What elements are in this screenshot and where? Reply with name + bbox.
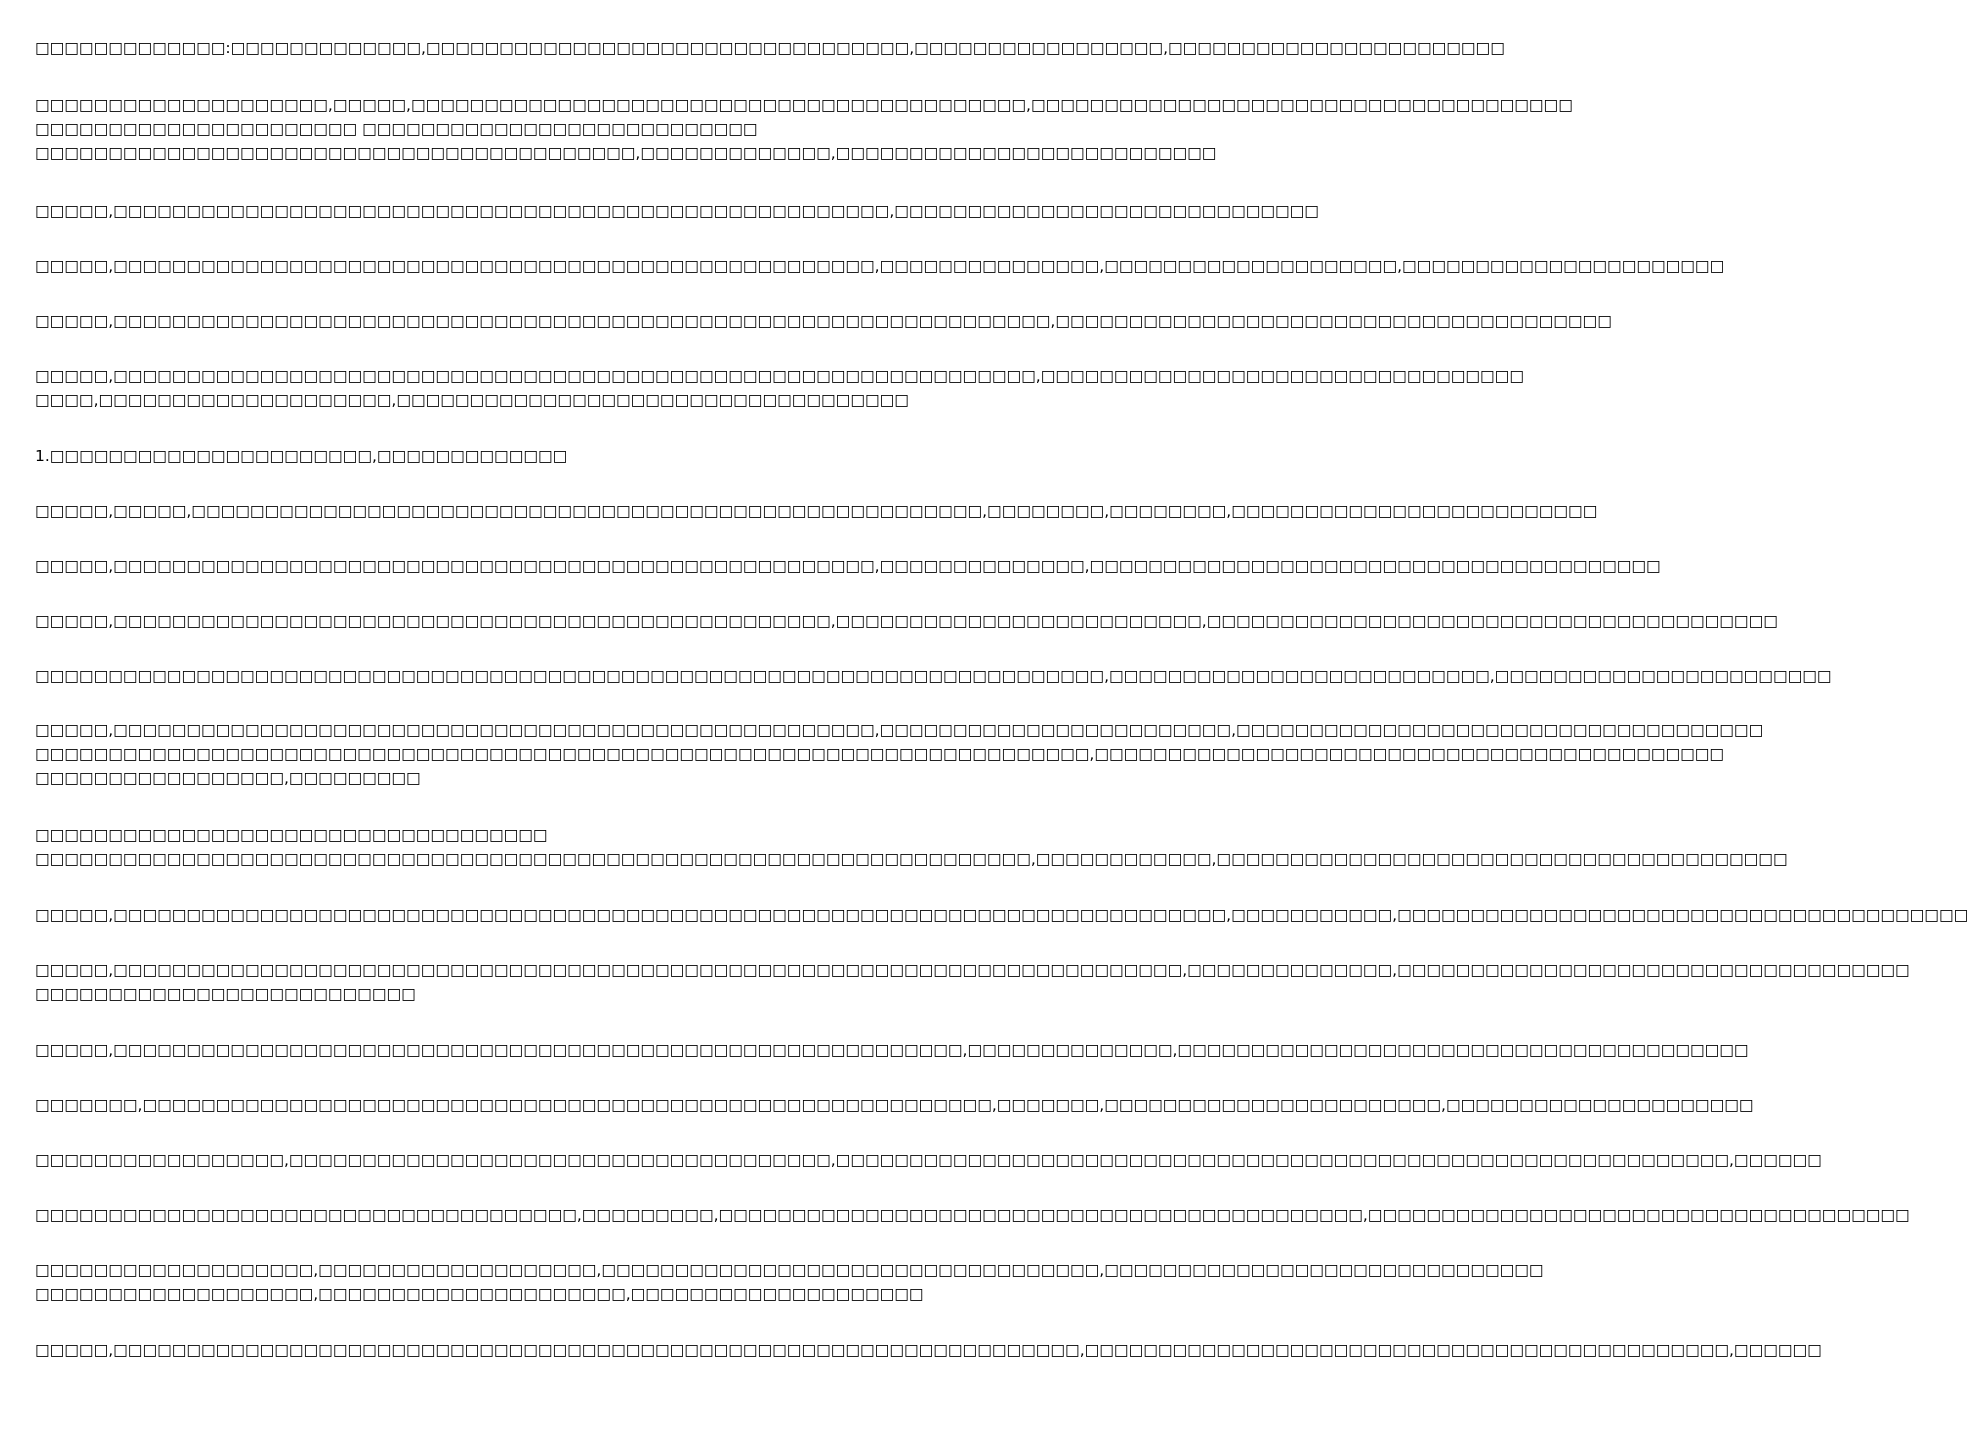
paragraph-5: □□□□□,□□□□□□□□□□□□□□□□□□□□□□□□□□□□□□□□□□□□□□□□□□□□□□□□□□□□□□□□□□□□□□□□,□□□□□□□□□□□□□□□□□□□□□□□□□□□□□□□□□□□□□□ xyxy=(35,312,1612,330)
paragraph-10: □□□□□,□□□□□□□□□□□□□□□□□□□□□□□□□□□□□□□□□□□□□□□□□□□□□□□□□,□□□□□□□□□□□□□□□□□□□□□□□□□,□□□□□□□□□□□□□□□□□□□□□□□□□□□□□□□□□□□□□□□ xyxy=(35,612,1778,630)
paragraph-4: □□□□□,□□□□□□□□□□□□□□□□□□□□□□□□□□□□□□□□□□□□□□□□□□□□□□□□□□□□,□□□□□□□□□□□□□□□,□□□□□□□□□□□□□□□□□□□□,□□□□□□□□□□□□□□□□□□□□□□ xyxy=(35,257,1725,275)
paragraph-14: □□□□□,□□□□□□□□□□□□□□□□□□□□□□□□□□□□□□□□□□□□□□□□□□□□□□□□□□□□□□□□□□□□□□□□□□□□□□□□□□□□,□□□□□□□□□□□,□□□□□□□□□□□□□□□□□□□□□□□□□□□□□□□□□□□□□□□ xyxy=(35,906,1968,924)
paragraph-1: □□□□□□□□□□□□□:□□□□□□□□□□□□□,□□□□□□□□□□□□□□□□□□□□□□□□□□□□□□□□□,□□□□□□□□□□□□□□□□□,□□□□□□□□□□□□□□□□□□□□□□□ xyxy=(35,39,1505,57)
paragraph-11: □□□□□□□□□□□□□□□□□□□□□□□□□□□□□□□□□□□□□□□□□□□□□□□□□□□□□□□□□□□□□□□□□□□□□□□□□,□□□□□□□□□□□□□□□□□□□□□□□□□□,□□□□□□□□□□□□□□□□□□□□□□□ xyxy=(35,667,1832,685)
paragraph-20: □□□□□□□□□□□□□□□□□□□,□□□□□□□□□□□□□□□□□□□,□□□□□□□□□□□□□□□□□□□□□□□□□□□□□□□□□□,□□□□□□□□□□□□□□□□□□□□□□□□□□□□□□ □□□□□□□□□□□□□□□□□□□,□□□□□□□□□□□□□□□□□□□□□,□□□□□□□□□□□□□□□□□□□□ xyxy=(35,1261,1544,1303)
paragraph-13: □□□□□□□□□□□□□□□□□□□□□□□□□□□□□□□□□□□ □□□□□□□□□□□□□□□□□□□□□□□□□□□□□□□□□□□□□□□□□□□□□□□□□□□□□□□□□□□□□□□□□□□□,□□□□□□□□□□□□,□□□□□□□□□□□□□□□□□□□□□□□□□□□□□□□□□□□□□□□ xyxy=(35,826,1788,868)
paragraph-17: □□□□□□□,□□□□□□□□□□□□□□□□□□□□□□□□□□□□□□□□□□□□□□□□□□□□□□□□□□□□□□□□□□,□□□□□□□,□□□□□□□□□□□□□□□□□□□□□□□,□□□□□□□□□□□□□□□□□□□□□ xyxy=(35,1096,1754,1114)
document-page xyxy=(35,0,1968,1449)
paragraph-6: □□□□□,□□□□□□□□□□□□□□□□□□□□□□□□□□□□□□□□□□□□□□□□□□□□□□□□□□□□□□□□□□□□□□□,□□□□□□□□□□□□□□□□□□□□□□□□□□□□□□□□□ □□□□,□□□□□□□□□□□□□□□□□□□□,□□□□□□□□□□□□□□□□□□□□□□□□□□□□□□□□□□□ xyxy=(35,367,1524,409)
paragraph-18: □□□□□□□□□□□□□□□□□,□□□□□□□□□□□□□□□□□□□□□□□□□□□□□□□□□□□□□,□□□□□□□□□□□□□□□□□□□□□□□□□□□□□□□□□□□□□□□□□□□□□□□□□□□□□□□□□□□□□,□□□□□□ xyxy=(35,1151,1822,1169)
paragraph-19: □□□□□□□□□□□□□□□□□□□□□□□□□□□□□□□□□□□□□,□□□□□□□□□,□□□□□□□□□□□□□□□□□□□□□□□□□□□□□□□□□□□□□□□□□□□□,□□□□□□□□□□□□□□□□□□□□□□□□□□□□□□□□□□□□□ xyxy=(35,1206,1910,1224)
paragraph-12: □□□□□,□□□□□□□□□□□□□□□□□□□□□□□□□□□□□□□□□□□□□□□□□□□□□□□□□□□□,□□□□□□□□□□□□□□□□□□□□□□□□,□□□□□□□□□□□□□□□□□□□□□□□□□□□□□□□□□□□□ □□□□□□□□□□□□□□□□□□□□□□□□□□□□□□□□□□□□□□□□□□□□□□□□□□□□□□□□□□□□□□□□□□□□□□□□,□□□□□□□□□□□□□□□□□□□□□□□□□□□□□□□□□□□□□□□□□□□ □□□□□□□□□□□□□□□□□,□□□□□□□□□ xyxy=(35,721,1764,787)
paragraph-16: □□□□□,□□□□□□□□□□□□□□□□□□□□□□□□□□□□□□□□□□□□□□□□□□□□□□□□□□□□□□□□□□,□□□□□□□□□□□□□□,□□□□□□□□□□□□□□□□□□□□□□□□□□□□□□□□□□□□□□□ xyxy=(35,1041,1749,1059)
paragraph-9: □□□□□,□□□□□□□□□□□□□□□□□□□□□□□□□□□□□□□□□□□□□□□□□□□□□□□□□□□□,□□□□□□□□□□□□□□,□□□□□□□□□□□□□□□□□□□□□□□□□□□□□□□□□□□□□□□ xyxy=(35,557,1661,575)
paragraph-2: □□□□□□□□□□□□□□□□□□□□,□□□□□,□□□□□□□□□□□□□□□□□□□□□□□□□□□□□□□□□□□□□□□□□□,□□□□□□□□□□□□□□□□□□□□□□□□□□□□□□□□□□□□□ □□□□□□□□□□□□□□□□□□□□□□ □□□□□□□□□□□□□□□□□□□□□□□□□□□ □□□□□□□□□□□□□□□□□□□□□□□□□□□□□□□□□□□□□□□□□,□□□□□□□□□□□□□,□□□□□□□□□□□□□□□□□□□□□□□□□□ xyxy=(35,96,1573,162)
paragraph-21: □□□□□,□□□□□□□□□□□□□□□□□□□□□□□□□□□□□□□□□□□□□□□□□□□□□□□□□□□□□□□□□□□□□□□□□□,□□□□□□□□□□□□□□□□□□□□□□□□□□□□□□□□□□□□□□□□□□□□,□□□□□□ xyxy=(35,1341,1822,1359)
paragraph-7: 1.□□□□□□□□□□□□□□□□□□□□□□,□□□□□□□□□□□□□ xyxy=(35,447,568,465)
paragraph-15: □□□□□,□□□□□□□□□□□□□□□□□□□□□□□□□□□□□□□□□□□□□□□□□□□□□□□□□□□□□□□□□□□□□□□□□□□□□□□□□,□□□□□□□□□□□□□□,□□□□□□□□□□□□□□□□□□□□□□□□□□□□□□□□□□□ □□□□□□□□□□□□□□□□□□□□□□□□□□ xyxy=(35,961,1910,1003)
paragraph-3: □□□□□,□□□□□□□□□□□□□□□□□□□□□□□□□□□□□□□□□□□□□□□□□□□□□□□□□□□□□,□□□□□□□□□□□□□□□□□□□□□□□□□□□□□ xyxy=(35,202,1319,220)
paragraph-8: □□□□□,□□□□□,□□□□□□□□□□□□□□□□□□□□□□□□□□□□□□□□□□□□□□□□□□□□□□□□□□□□□□,□□□□□□□□,□□□□□□□□,□□□□□□□□□□□□□□□□□□□□□□□□□ xyxy=(35,502,1598,520)
